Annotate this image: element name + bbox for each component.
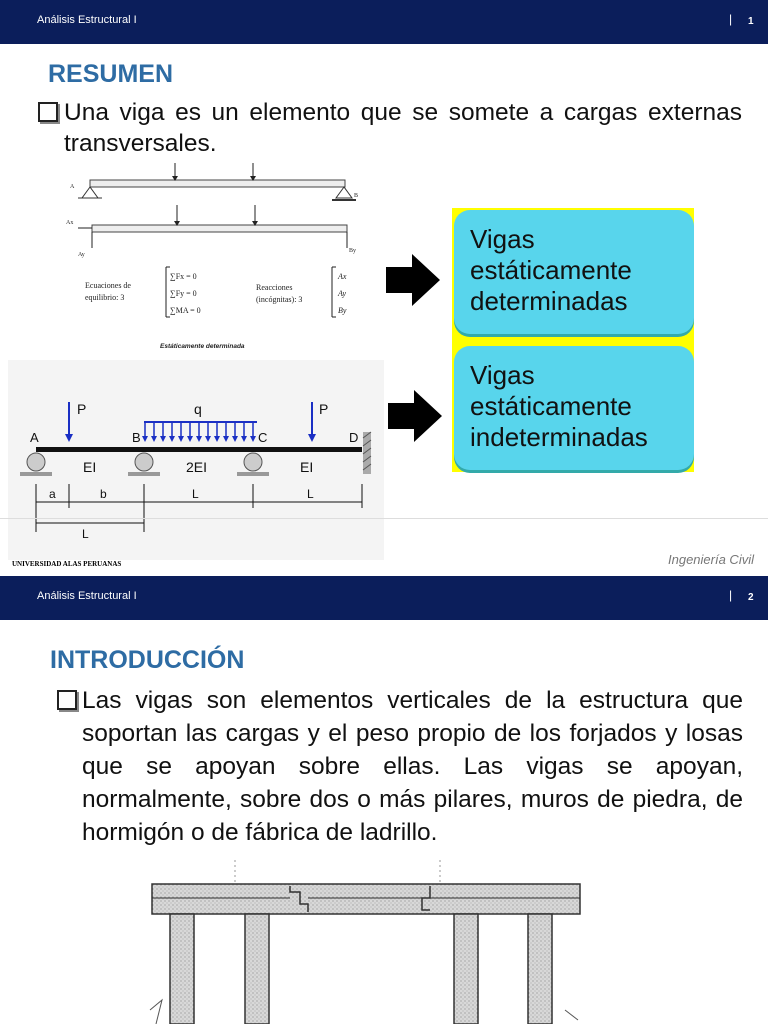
node-a: A <box>30 430 39 445</box>
eq-1: ∑Fx = 0 <box>170 272 197 281</box>
box-indeterminate-line-3: indeterminadas <box>470 422 648 452</box>
load-p-right: P <box>319 401 329 417</box>
bullet-text: Una viga es un elemento que se somete a cargas externas transversales. <box>64 99 742 157</box>
stiffness-ei-3: EI <box>300 459 314 475</box>
box-indeterminate <box>454 346 694 470</box>
box-indeterminate-line-2: estáticamente <box>470 391 632 421</box>
eq-label-2: equilibrio: 3 <box>85 293 125 302</box>
load-q: q <box>194 401 202 417</box>
dim-b: b <box>100 487 107 501</box>
node-b: B <box>132 430 141 445</box>
stiffness-2ei: 2EI <box>186 459 208 475</box>
box-determinate-line-1: Vigas <box>470 224 535 254</box>
beam-structure-sketch <box>140 860 590 1024</box>
arrow-right-icon <box>386 388 444 444</box>
reac-1: Ax <box>338 272 347 281</box>
box-determinate <box>454 210 694 334</box>
bullet-text: Las vigas son elementos verticales de la estructura que soportan las cargas y el peso propio de los forjados y losas que se apoyan sobre ellas. Las vigas se apoyan, normalmente, sobre dos o más pilares, muros de piedra, de hormigón o de fábrica de ladrillo. <box>82 687 743 846</box>
fig-caption: Estáticamente determinada <box>160 343 245 350</box>
reac-3: By <box>338 306 347 315</box>
box-determinate-line-3: determinadas <box>470 286 628 316</box>
footer-divider <box>0 518 768 519</box>
slide-title: INTRODUCCIÓN <box>50 646 245 674</box>
slide2-header <box>0 576 768 620</box>
header-separator: | <box>729 588 733 602</box>
dim-a: a <box>49 487 56 501</box>
box-determinate-line-2: estáticamente <box>470 255 632 285</box>
eq-label-1: Ecuaciones de <box>85 281 131 290</box>
stiffness-ei-1: EI <box>83 459 97 475</box>
slide-title: RESUMEN <box>48 60 174 88</box>
page-number: 1 <box>748 16 754 27</box>
node-d: D <box>349 430 359 445</box>
beam-free-body-diagram <box>60 160 380 360</box>
bullet-item <box>57 684 743 849</box>
reac-label-2: (incógnitas): 3 <box>256 295 303 304</box>
label-ax: Ax <box>66 220 74 226</box>
reac-2: Ay <box>338 289 346 298</box>
load-p-left: P <box>77 401 87 417</box>
arrow-right-icon <box>384 252 442 308</box>
box-indeterminate-line-1: Vigas <box>470 360 535 390</box>
bullet-item <box>38 97 742 159</box>
checkbox-bullet-icon <box>38 102 58 122</box>
course-title: Análisis Estructural I <box>37 590 137 602</box>
school-name: Ingeniería Civil <box>668 552 754 567</box>
header-separator: | <box>729 12 733 26</box>
label-b: B <box>354 193 359 199</box>
checkbox-bullet-icon <box>57 690 77 710</box>
reac-label-1: Reacciones <box>256 283 293 292</box>
page-number: 2 <box>748 592 754 603</box>
eq-3: ∑MA = 0 <box>170 306 201 315</box>
dim-l-ab: L <box>82 527 89 541</box>
label-ay: Ay <box>78 252 85 258</box>
eq-2: ∑Fy = 0 <box>170 289 197 298</box>
course-title: Análisis Estructural I <box>37 14 137 26</box>
label-a: A <box>70 184 75 190</box>
university-name: UNIVERSIDAD ALAS PERUANAS <box>12 560 122 568</box>
slide1-header <box>0 0 768 44</box>
label-by: By <box>349 248 357 254</box>
dim-l-cd: L <box>307 487 314 501</box>
dim-l-bc: L <box>192 487 199 501</box>
continuous-beam-diagram <box>8 360 384 560</box>
node-c: C <box>258 430 268 445</box>
